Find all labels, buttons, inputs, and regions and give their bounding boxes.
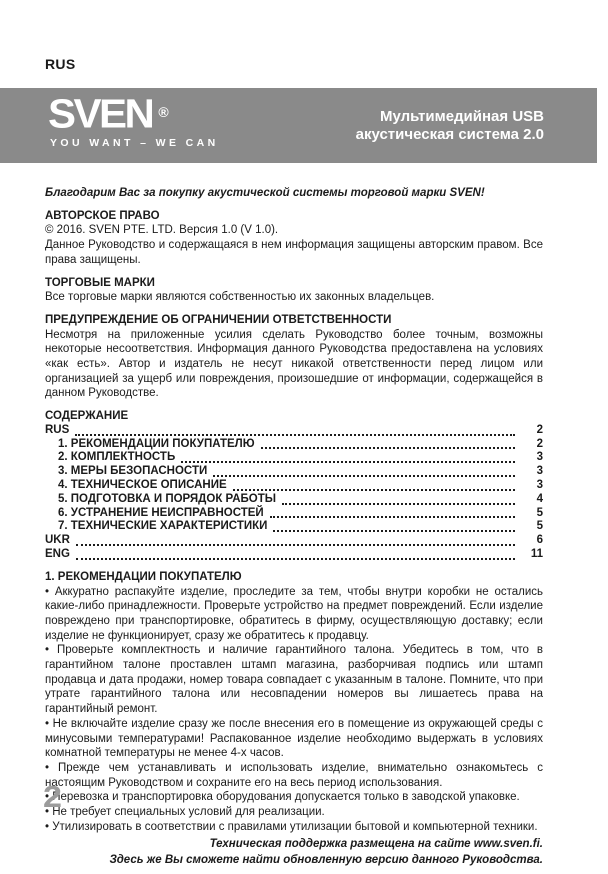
toc-row xyxy=(45,438,543,452)
bullet-item: • Утилизировать в соответствии с правилами утилизации бытовой и компьютерной техники. xyxy=(45,820,543,835)
page-number: 2 xyxy=(43,779,62,814)
toc-entry-label: RUS xyxy=(45,423,70,436)
toc-row xyxy=(45,534,543,548)
toc-entry-label: 1. РЕКОМЕНДАЦИИ ПОКУПАТЕЛЮ xyxy=(58,437,255,450)
header-banner xyxy=(0,88,597,163)
disclaimer-section xyxy=(45,313,543,401)
toc-section xyxy=(45,409,543,562)
sven-logo-text: SVEN xyxy=(48,90,153,137)
toc-entry-label: 4. ТЕХНИЧЕСКОЕ ОПИСАНИЕ xyxy=(58,479,227,492)
toc-row xyxy=(45,520,543,534)
bullet-item: • Не требует специальных условий для реализации. xyxy=(45,805,543,820)
toc-entry-page: 2 xyxy=(536,423,543,436)
recommendations-title: 1. РЕКОМЕНДАЦИИ ПОКУПАТЕЛЮ xyxy=(45,570,242,583)
toc-entry-label: 3. МЕРЫ БЕЗОПАСНОСТИ xyxy=(58,465,208,478)
dotted-leader xyxy=(233,489,515,491)
sven-logo xyxy=(48,88,219,163)
toc-row xyxy=(45,493,543,507)
disclaimer-title: ПРЕДУПРЕЖДЕНИЕ ОБ ОГРАНИЧЕНИИ ОТВЕТСТВЕННОСТИ xyxy=(45,313,392,326)
toc-entry-label: 2. КОМПЛЕКТНОСТЬ xyxy=(58,451,176,464)
toc-row xyxy=(45,465,543,479)
toc-entry-page: 5 xyxy=(536,520,543,533)
trademarks-body: Все торговые марки являются собственностью их законных владельцев. xyxy=(45,291,435,304)
toc-entry-label: ENG xyxy=(45,548,70,561)
bullet-item: • Проверьте комплектность и наличие гарантийного талона. Убедитесь в том, что в гарантийном талоне проставлен штамп магазина, разборчивая подпись или штамп продавца и дата продажи, номер товара совпадает с указанным в талоне. Помните, что при утрате гарантийного талона или несовпадении номеров вы лишаетесь права на гарантийный ремонт. xyxy=(45,643,543,717)
product-title xyxy=(356,108,597,144)
registered-mark-icon: ® xyxy=(158,104,169,120)
dotted-leader xyxy=(273,530,515,532)
toc-entry-page: 2 xyxy=(536,437,543,450)
toc-entry-page: 11 xyxy=(530,548,543,561)
support-note xyxy=(45,837,543,868)
toc-entry-page: 3 xyxy=(536,451,543,464)
toc-entry-page: 4 xyxy=(536,492,543,505)
trademarks-section xyxy=(45,276,543,305)
dotted-leader xyxy=(270,516,515,518)
copyright-section xyxy=(45,209,543,268)
toc-entry-page: 5 xyxy=(536,506,543,519)
toc-row xyxy=(45,507,543,521)
bullet-item: • Прежде чем устанавливать и использовать изделие, внимательно ознакомьтесь с настоящим Руководством и сохраните его на весь период использования. xyxy=(45,761,543,790)
dotted-leader xyxy=(76,544,515,546)
dotted-leader xyxy=(261,447,515,449)
dotted-leader xyxy=(282,503,515,505)
disclaimer-body: Несмотря на приложенные усилия сделать Руководство более точным, возможны некоторые несоответствия. Информация данного Руководства предоставлена на условиях «как есть». Автор и издатель не несут никакой ответственности перед лицом или организацией за ущерб или повреждения, произошедшие от информации, содержащейся в данном Руководстве. xyxy=(45,328,543,400)
dotted-leader xyxy=(213,475,515,477)
toc-row xyxy=(45,479,543,493)
copyright-body: Данное Руководство и содержащаяся в нем информация защищены авторским правом. Все права защищены. xyxy=(45,239,543,266)
dotted-leader xyxy=(76,558,515,560)
bullet-item: • Перевозка и транспортировка оборудования допускается только в заводской упаковке. xyxy=(45,790,543,805)
recommendations-section xyxy=(45,570,543,835)
toc-row xyxy=(45,424,543,438)
language-tag: RUS xyxy=(45,56,76,72)
support-line1: Техническая поддержка размещена на сайте www.sven.fi. xyxy=(209,838,543,851)
product-title-line1: Мультимедийная USB xyxy=(379,107,544,125)
toc-title: СОДЕРЖАНИЕ xyxy=(45,410,129,423)
bullet-item: • Аккуратно распакуйте изделие, проследите за тем, чтобы внутри коробки не остались какие-либо принадлежности. Проверьте устройство на предмет повреждений. Если изделие повреждено при транспортировке, обратитесь в фирму, осуществляющую доставку; если изделие не функционирует, сразу же обратитесь к продавцу. xyxy=(45,585,543,644)
toc-entry-label: 7. ТЕХНИЧЕСКИЕ ХАРАКТЕРИСТИКИ xyxy=(58,520,268,533)
dotted-leader xyxy=(181,461,515,463)
page-content xyxy=(45,186,543,869)
copyright-title: АВТОРСКОЕ ПРАВО xyxy=(45,209,160,222)
toc-row xyxy=(45,451,543,465)
copyright-version-line: © 2016. SVEN PTE. LTD. Версия 1.0 (V 1.0). xyxy=(45,224,279,237)
thanks-line: Благодарим Вас за покупку акустической системы торговой марки SVEN! xyxy=(45,187,485,199)
toc-row xyxy=(45,548,543,562)
product-title-line2: акустическая система 2.0 xyxy=(355,125,544,143)
toc-entry-page: 3 xyxy=(536,465,543,478)
toc-entry-page: 3 xyxy=(536,479,543,492)
toc-entry-page: 6 xyxy=(536,534,543,547)
toc-entry-label: 5. ПОДГОТОВКА И ПОРЯДОК РАБОТЫ xyxy=(58,492,276,505)
toc-entry-label: 6. УСТРАНЕНИЕ НЕИСПРАВНОСТЕЙ xyxy=(58,506,264,519)
dotted-leader xyxy=(75,434,515,436)
sven-logo-tagline: YOU WANT – WE CAN xyxy=(50,137,219,149)
trademarks-title: ТОРГОВЫЕ МАРКИ xyxy=(45,276,155,289)
sven-logo-wordmark xyxy=(48,90,219,137)
toc-entry-label: UKR xyxy=(45,534,70,547)
bullet-item: • Не включайте изделие сразу же после внесения его в помещение из окружающей среды с минусовыми температурами! Распакованное изделие необходимо выдержать в условиях комнатной температуры не менее 4-х часов. xyxy=(45,717,543,761)
support-line2: Здесь же Вы сможете найти обновленную версию данного Руководства. xyxy=(109,854,543,867)
